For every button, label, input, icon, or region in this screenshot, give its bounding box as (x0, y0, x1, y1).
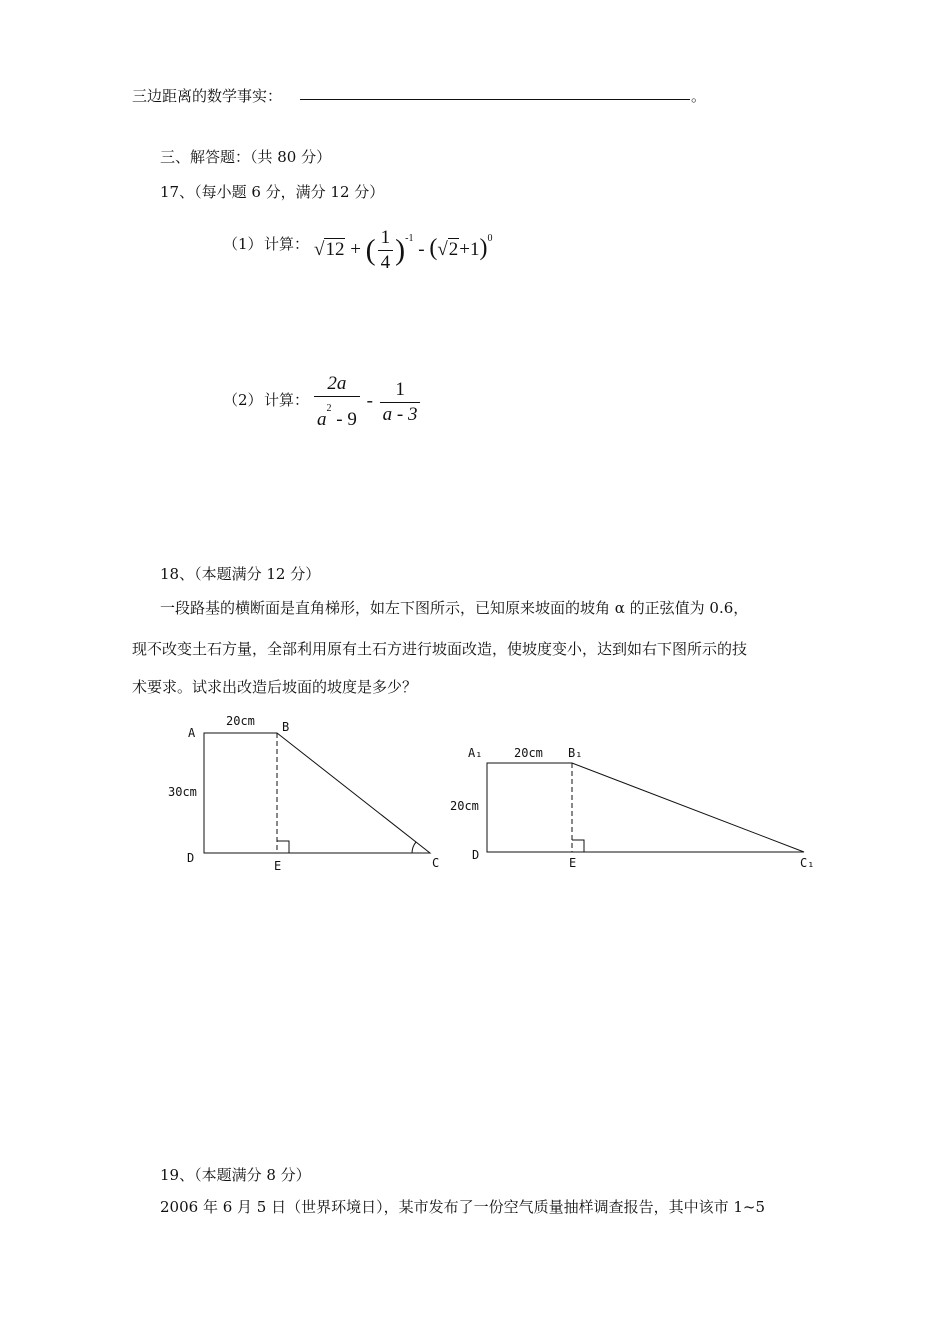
label-height: 20cm (450, 799, 479, 813)
left-paren-2: ( (429, 234, 438, 261)
q17-p2-calc: 计算： (264, 391, 310, 409)
exponent-zero: 0 (487, 232, 493, 244)
section-title: 三、解答题：（共 80 分） (160, 148, 332, 166)
right-paren: ) (395, 233, 406, 267)
trapezoid-figure-modified (450, 735, 850, 875)
label-C1: C₁ (800, 856, 815, 870)
q17-header: 17、（每小题 6 分，满分 12 分） (160, 183, 385, 201)
exponent-neg-one: -1 (405, 232, 414, 244)
sqrt-sign: √ (314, 238, 325, 260)
minus-sign: - (366, 390, 373, 412)
plus-one: +1 (459, 238, 480, 260)
answer-blank-line[interactable] (300, 99, 690, 100)
label-height: 30cm (168, 785, 197, 799)
label-E: E (569, 856, 577, 870)
radicand-12: 12 (325, 238, 345, 260)
label-A1: A₁ (468, 746, 483, 760)
label-E: E (274, 859, 282, 873)
label-C: C (432, 856, 440, 870)
label-A: A (188, 726, 196, 740)
q17-p2-expression (312, 372, 422, 432)
q19-text-line1: 2006 年 6 月 5 日（世界环境日），某市发布了一份空气质量抽样调查报告，其中该市 1~5 (160, 1198, 766, 1216)
fraction-one-quarter: $\frac{1}{4}$ (378, 226, 394, 275)
right-angle-mark (277, 841, 289, 853)
q19-header: 19、（本题满分 8 分） (160, 1166, 311, 1184)
right-angle-mark (572, 840, 584, 852)
fraction-1-over-a-3: $\frac{1}{a - 3}$ (380, 378, 421, 427)
q18-header: 18、（本题满分 12 分） (160, 565, 321, 583)
radicand-2: 2 (448, 238, 459, 260)
label-D: D (187, 851, 195, 865)
fill-blank-prefix: 三边距离的数学事实： (132, 87, 283, 105)
label-D: D (472, 848, 480, 862)
trapezoid-outline (487, 763, 804, 852)
plus-sign: + (350, 238, 361, 260)
trapezoid-outline (204, 733, 430, 853)
q18-text-line1: 一段路基的横断面是直角梯形，如左下图所示，已知原来坡面的坡角 α 的正弦值为 0.6， (160, 599, 749, 617)
angle-alpha-arc (412, 842, 416, 853)
left-paren: ( (365, 233, 376, 267)
trapezoid-figure-original (160, 710, 460, 880)
fraction-2a-over-a2-9: $\frac{2a}{a^2 - 9}$ (314, 372, 360, 432)
q17-p1-calc: 计算： (264, 235, 310, 253)
sqrt-sign-2: √ (437, 238, 448, 260)
right-paren-2: ) (479, 234, 488, 261)
label-top-length: 20cm (514, 746, 543, 760)
label-B1: B₁ (568, 746, 583, 760)
fill-blank-suffix: 。 (691, 87, 707, 105)
q17-p1-expression (314, 226, 492, 275)
q18-text-line3: 术要求。试求出改造后坡面的坡度是多少？ (132, 678, 418, 696)
label-top-length: 20cm (226, 714, 255, 728)
minus-sign: - (418, 238, 425, 260)
q17-p2-label: （2） (223, 391, 263, 409)
q17-p1-label: （1） (223, 235, 263, 253)
label-B: B (282, 720, 290, 734)
q18-text-line2: 现不改变土石方量，全部利用原有土石方进行坡面改造，使坡度变小，达到如右下图所示的技 (132, 640, 748, 658)
